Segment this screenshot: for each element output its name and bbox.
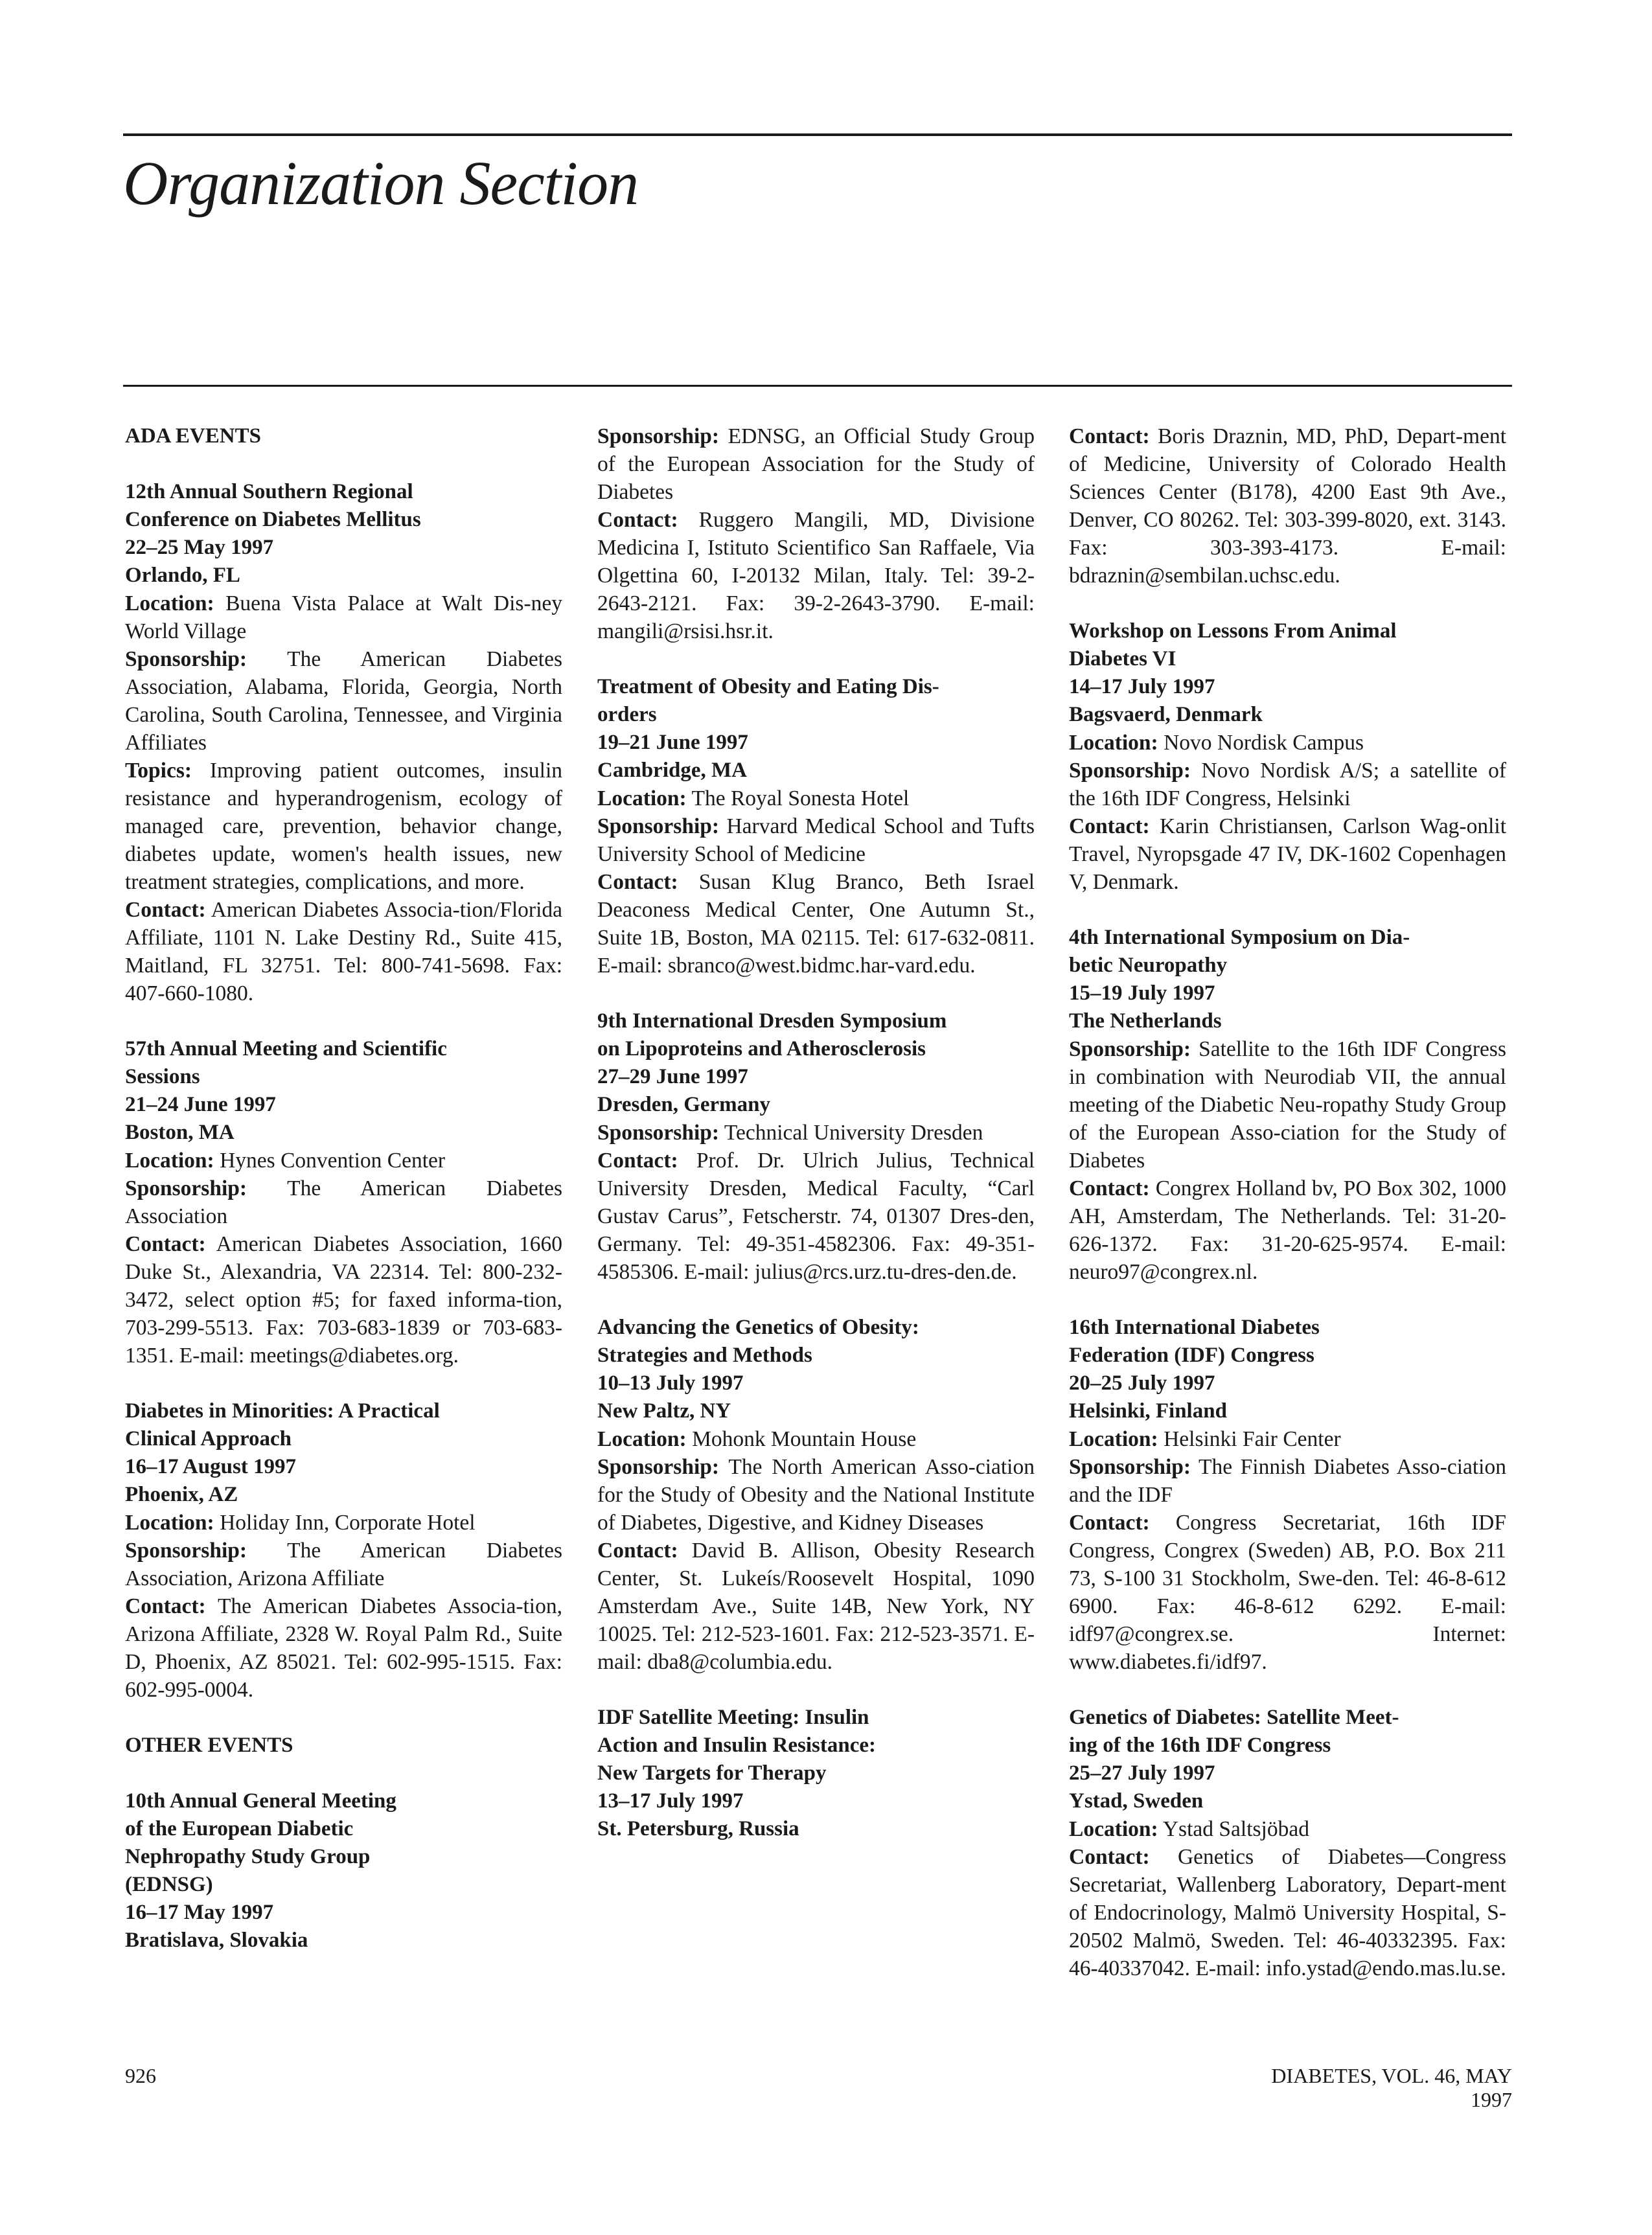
top-rule xyxy=(123,133,1512,136)
event-date: 16–17 May 1997 xyxy=(125,1901,274,1924)
section-heading-other: OTHER EVENTS xyxy=(125,1734,293,1757)
event-place: St. Petersburg, Russia xyxy=(597,1817,799,1840)
event-date: 22–25 May 1997 xyxy=(125,536,274,559)
event-sponsorship: Sponsorship: Satellite to the 16th IDF Congress in combination with Neurodiab VII, the annual meeting of the Diabetic Neu-ropathy Study Group of the European Asso-ciation for the Study of Diabetes xyxy=(1069,1037,1506,1173)
column-1 xyxy=(125,422,562,1982)
event-place: Ystad, Sweden xyxy=(1069,1789,1204,1813)
event-location: Location: Mohonk Mountain House xyxy=(597,1427,917,1451)
event-location: Location: Novo Nordisk Campus xyxy=(1069,731,1364,755)
event-entry xyxy=(1069,617,1506,896)
event-title: Treatment of Obesity and Eating Dis- orders xyxy=(597,675,939,726)
event-place: The Netherlands xyxy=(1069,1009,1222,1033)
event-date: 16–17 August 1997 xyxy=(125,1455,297,1478)
event-title: 16th International Diabetes Federation (IDF) Congress xyxy=(1069,1316,1320,1367)
event-place: Boston, MA xyxy=(125,1121,235,1144)
event-date: 20–25 July 1997 xyxy=(1069,1371,1215,1395)
event-place: Cambridge, MA xyxy=(597,759,747,782)
event-contact: Contact: Congrex Holland bv, PO Box 302, 1000 AH, Amsterdam, The Netherlands. Tel: 31-20-626-1372. Fax: 31-20-625-9574. E-mail: neuro97@congrex.nl. xyxy=(1069,1176,1507,1284)
event-place: Dresden, Germany xyxy=(597,1093,771,1116)
event-date: 19–21 June 1997 xyxy=(597,731,748,754)
event-contact: Contact: American Diabetes Associa-tion/Florida Affiliate, 1101 N. Lake Destiny Rd., Suite 415, Maitland, FL 32751. Tel: 800-741-5698. Fax: 407-660-1080. xyxy=(125,898,562,1005)
event-contact: Contact: American Diabetes Association, 1660 Duke St., Alexandria, VA 22314. Tel: 800-232-3472, select option #5; for faxed informa-tion, 703-299-5513. Fax: 703-683-1839 or 703-683-1351. E-mail: meetings@diabetes.org. xyxy=(125,1232,562,1368)
event-entry xyxy=(125,478,562,1007)
event-entry xyxy=(125,1035,562,1370)
event-contact: Contact: Ruggero Mangili, MD, Divisione Medicina I, Istituto Scientifico San Raffaele, Via Olgettina 60, I-20132 Milan, Italy. Tel: 39-2-2643-2121. Fax: 39-2-2643-3790. E-mail: mangili@rsisi.hsr.it. xyxy=(597,508,1035,643)
event-contact: Contact: Congress Secretariat, 16th IDF Congress, Congrex (Sweden) AB, P.O. Box 211 73, S-100 31 Stockholm, Swe-den. Tel: 46-8-612 6900. Fax: 46-8-612 6292. E-mail: idf97@congrex.se. Internet: www.diabetes.fi/idf97. xyxy=(1069,1511,1506,1674)
event-contact: Contact: Boris Draznin, MD, PhD, Depart-ment of Medicine, University of Colorado Health Sciences Center (B178), 4200 East 9th Ave., Denver, CO 80262. Tel: 303-399-8020, ext. 3143. Fax: 303-393-4173. E-mail: bdraznin@sembilan.uchsc.edu. xyxy=(1069,424,1506,588)
event-place: Helsinki, Finland xyxy=(1069,1399,1227,1423)
event-title: 10th Annual General Meeting of the European Diabetic Nephropathy Study Group (EDNSG) xyxy=(125,1789,396,1896)
event-date: 25–27 July 1997 xyxy=(1069,1761,1215,1785)
event-location: Location: Hynes Convention Center xyxy=(125,1149,446,1173)
event-entry-continued xyxy=(597,422,1035,645)
event-title: 57th Annual Meeting and Scientific Sessions xyxy=(125,1037,447,1088)
event-sponsorship: Sponsorship: The Finnish Diabetes Asso-ciation and the IDF xyxy=(1069,1455,1506,1507)
event-place: Phoenix, AZ xyxy=(125,1483,238,1506)
event-entry xyxy=(597,1704,1035,1843)
event-date: 15–19 July 1997 xyxy=(1069,981,1215,1005)
event-place: Bagsvaerd, Denmark xyxy=(1069,703,1263,726)
event-location: Location: Buena Vista Palace at Walt Dis-ney World Village xyxy=(125,591,562,643)
section-heading-ada: ADA EVENTS xyxy=(125,424,261,448)
event-title: 4th International Symposium on Dia- betic Neuropathy xyxy=(1069,926,1410,977)
section-rule xyxy=(123,385,1512,387)
event-entry xyxy=(1069,924,1506,1286)
event-location: Location: The Royal Sonesta Hotel xyxy=(597,786,910,810)
event-date: 10–13 July 1997 xyxy=(597,1371,744,1395)
event-sponsorship: Sponsorship: Harvard Medical School and Tufts University School of Medicine xyxy=(597,814,1035,866)
event-entry xyxy=(597,1007,1035,1286)
event-contact: Contact: Prof. Dr. Ulrich Julius, Technical University Dresden, Medical Faculty, “Carl Gustav Carus”, Fetscherstr. 74, 01307 Dres-den, Germany. Tel: 49-351-4582306. Fax: 49-351-4585306. E-mail: julius@rcs.urz.tu-dres-den.de. xyxy=(597,1149,1035,1284)
event-contact: Contact: Susan Klug Branco, Beth Israel Deaconess Medical Center, One Autumn St., Suite 1B, Boston, MA 02115. Tel: 617-632-0811. E-mail: sbranco@west.bidmc.har-vard.edu. xyxy=(597,870,1035,978)
event-title: Diabetes in Minorities: A Practical Clinical Approach xyxy=(125,1399,440,1450)
event-location: Location: Ystad Saltsjöbad xyxy=(1069,1817,1309,1841)
column-2 xyxy=(597,422,1035,1871)
journal-footer: DIABETES, VOL. 46, MAY 1997 xyxy=(1271,2064,1512,2111)
column-3 xyxy=(1069,422,1506,2010)
event-entry-continued xyxy=(1069,422,1506,590)
event-location: Location: Helsinki Fair Center xyxy=(1069,1427,1341,1451)
event-contact: Contact: Genetics of Diabetes—Congress Secretariat, Wallenberg Laboratory, Depart-ment of Endocrinology, Malmö University Hospital, S-20502 Malmö, Sweden. Tel: 46-40332395. Fax: 46-40337042. E-mail: info.ystad@endo.mas.lu.se. xyxy=(1069,1845,1506,1980)
event-title: 12th Annual Southern Regional Conference on Diabetes Mellitus xyxy=(125,480,421,531)
event-entry xyxy=(1069,1314,1506,1676)
event-entry xyxy=(125,1787,562,1954)
page-number: 926 xyxy=(125,2064,156,2087)
event-sponsorship: Sponsorship: The American Diabetes Association xyxy=(125,1176,562,1228)
event-title: IDF Satellite Meeting: Insulin Action and Insulin Resistance: New Targets for Therapy xyxy=(597,1706,876,1785)
event-place: New Paltz, NY xyxy=(597,1399,731,1423)
event-title: 9th International Dresden Symposium on Lipoproteins and Atherosclerosis xyxy=(597,1009,947,1060)
event-sponsorship: Sponsorship: EDNSG, an Official Study Group of the European Association for the Study of Diabetes xyxy=(597,424,1035,504)
event-title: Workshop on Lessons From Animal Diabetes VI xyxy=(1069,619,1397,670)
event-sponsorship: Sponsorship: The American Diabetes Association, Alabama, Florida, Georgia, North Carolina, South Carolina, Tennessee, and Virginia Affiliates xyxy=(125,647,562,755)
page-title: Organization Section xyxy=(123,148,639,218)
event-entry xyxy=(597,673,1035,980)
event-sponsorship: Sponsorship: Novo Nordisk A/S; a satellite of the 16th IDF Congress, Helsinki xyxy=(1069,759,1507,810)
event-topics: Topics: Improving patient outcomes, insulin resistance and hyperandrogenism, ecology of managed care, prevention, behavior change, diabetes update, women's health issues, new treatment strategies, complications, and more. xyxy=(125,759,563,894)
event-place: Orlando, FL xyxy=(125,564,240,587)
event-date: 13–17 July 1997 xyxy=(597,1789,744,1813)
event-entry xyxy=(1069,1704,1506,1982)
event-date: 14–17 July 1997 xyxy=(1069,675,1215,698)
event-sponsorship: Sponsorship: Technical University Dresden xyxy=(597,1121,983,1145)
event-location: Location: Holiday Inn, Corporate Hotel xyxy=(125,1511,476,1535)
event-sponsorship: Sponsorship: The American Diabetes Association, Arizona Affiliate xyxy=(125,1539,562,1590)
event-contact: Contact: David B. Allison, Obesity Research Center, St. Lukeís/Roosevelt Hospital, 1090 Amsterdam Ave., Suite 14B, New York, NY 10025. Tel: 212-523-1601. Fax: 212-523-3571. E-mail: dba8@columbia.edu. xyxy=(597,1539,1035,1674)
event-date: 21–24 June 1997 xyxy=(125,1093,276,1116)
event-entry xyxy=(597,1314,1035,1676)
event-entry xyxy=(125,1397,562,1704)
event-date: 27–29 June 1997 xyxy=(597,1065,748,1088)
event-place: Bratislava, Slovakia xyxy=(125,1929,308,1952)
event-contact: Contact: Karin Christiansen, Carlson Wag-onlit Travel, Nyropsgade 47 IV, DK-1602 Copenhagen V, Denmark. xyxy=(1069,814,1507,894)
event-contact: Contact: The American Diabetes Associa-tion, Arizona Affiliate, 2328 W. Royal Palm Rd., Suite D, Phoenix, AZ 85021. Tel: 602-995-1515. Fax: 602-995-0004. xyxy=(125,1594,562,1702)
event-title: Advancing the Genetics of Obesity: Strategies and Methods xyxy=(597,1316,919,1367)
event-sponsorship: Sponsorship: The North American Asso-ciation for the Study of Obesity and the National Institute of Diabetes, Digestive, and Kidney Diseases xyxy=(597,1455,1035,1535)
event-title: Genetics of Diabetes: Satellite Meet- ing of the 16th IDF Congress xyxy=(1069,1706,1399,1757)
